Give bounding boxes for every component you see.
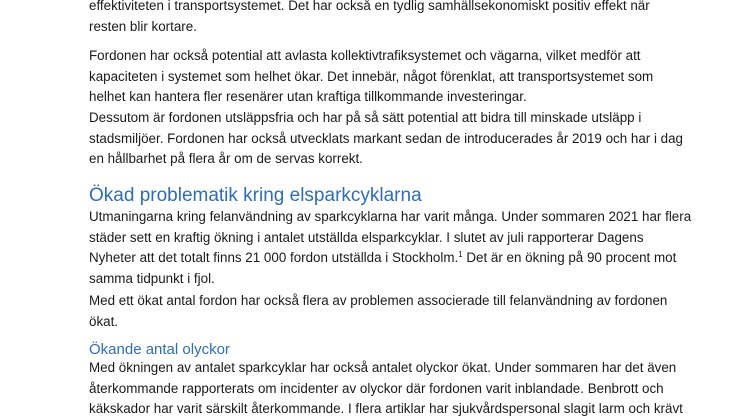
paragraph-emissions (89, 108, 689, 170)
text-line: kapaciteten i systemet som helhet ökar. Det innebär, något förenklat, att transportsystemet som (89, 68, 654, 84)
text-line: helhet kan hantera fler resenärer utan kraftiga tillkommande investeringar. (89, 89, 527, 104)
text-line (89, 248, 689, 269)
text-line: en hållbarhet på flera år om de servas korrekt. (89, 151, 363, 166)
text-line: effektiviteten i transportsystemet. Det har också en tydlig samhällsekonomiskt positiv effekt när (89, 0, 650, 13)
text-line: Med ett ökat antal fordon har också flera av problemen associerade till felanvändning av fordonen (89, 293, 668, 308)
text-line: Utmaningarna kring felanvändning av sparkcyklarna har varit många. Under sommaren 2021 har flera (89, 209, 692, 224)
paragraph-accidents (89, 358, 689, 420)
text-line: resten blir kortare. (89, 18, 197, 34)
text-line: återkommande rapporterats om incidenter av olyckor där fordonen varit inblandade. Benbrott och (89, 380, 664, 396)
text-fragment: Det är en ökning på 90 procent mot (462, 250, 677, 265)
text-fragment: Nyheter att det totalt finns 21 000 fordon utställda i Stockholm. (89, 250, 459, 265)
text-line: städer sett en kraftig ökning i antalet utställda elsparkcyklar. I slutet av juli rapporterar Dagens (89, 229, 644, 245)
text-line: Dessutom är fordonen utsläppsfria och har på så sätt potential att bidra till minskade utsläpp i (89, 110, 642, 125)
paragraph-challenges (89, 207, 692, 289)
section-heading: Ökad problematik kring elsparkcyklarna (89, 185, 422, 206)
text-line: käkskador har varit särskilt återkommande. I flera artiklar har sjukvårdspersonal slagit larm och krävt (89, 401, 683, 416)
text-line: samma tidpunkt i fjol. (89, 270, 215, 286)
text-line: stadsmiljöer. Fordonen har också utvecklats markant sedan de introducerades år 2019 och har i dag (89, 130, 683, 146)
subsection-heading: Ökande antal olyckor (89, 341, 230, 358)
text-line: Fordonen har också potential att avlasta kollektivtrafiksystemet och vägarna, vilket medför att (89, 48, 641, 63)
paragraph-capacity (89, 46, 689, 108)
footnote-ref[interactable]: 1 (458, 250, 463, 259)
text-line: Med ökningen av antalet sparkcyklar har också antalet olyckor ökat. Under sommaren har det även (89, 360, 677, 375)
text-line: ökat. (89, 313, 119, 329)
paragraph-efficiency (89, 0, 689, 37)
paragraph-misuse (89, 291, 689, 332)
